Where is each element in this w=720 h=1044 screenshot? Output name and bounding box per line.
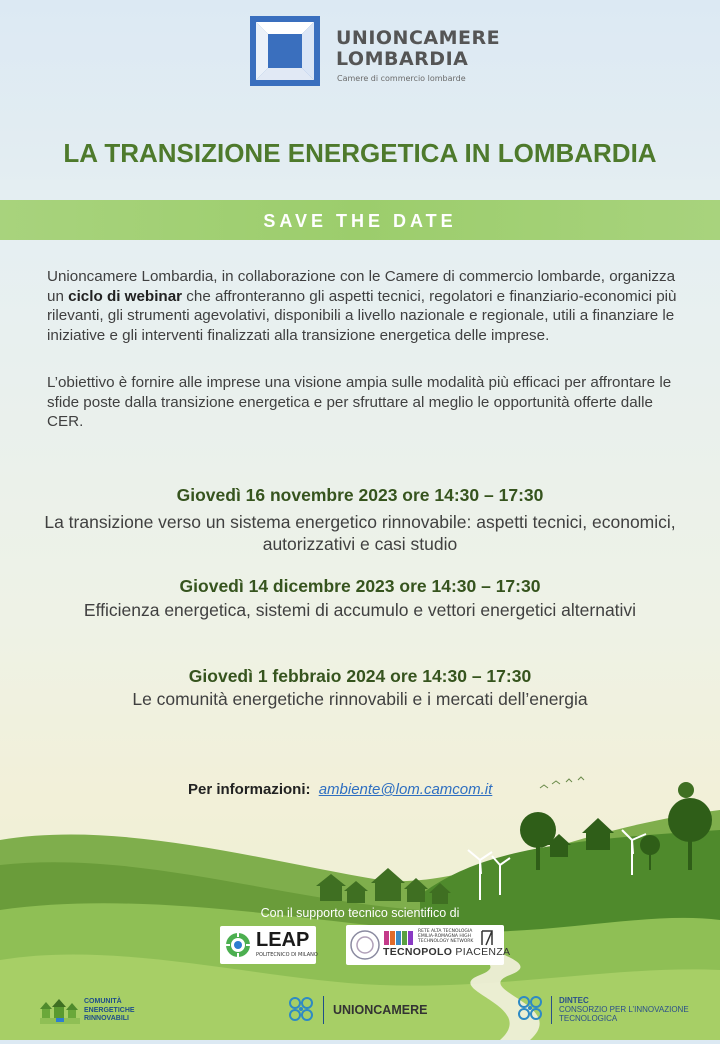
divider <box>551 996 552 1024</box>
support-text: Con il supporto tecnico scientifico di <box>260 906 460 920</box>
org-name <box>336 28 500 70</box>
org-tagline: Camere di commercio lombarde <box>337 74 466 83</box>
page-title: LA TRANSIZIONE ENERGETICA IN LOMBARDIA <box>63 138 657 168</box>
info-label: Per informazioni: <box>188 781 311 798</box>
tecnopolo-name <box>383 946 510 958</box>
dintec-logo-icon <box>514 992 546 1028</box>
cer-line-1: COMUNITÀ <box>84 998 122 1005</box>
dintec-name: DINTEC <box>559 996 589 1005</box>
dintec-line-3: TECNOLOGICA <box>559 1014 618 1023</box>
event-1-title: La transizione verso un sistema energetico rinnovabile: aspetti tecnici, economici, autorizzativi e casi studio <box>44 512 676 554</box>
org-name-line2: LOMBARDIA <box>336 48 469 70</box>
cer-logo-icon <box>40 996 80 1030</box>
contact-email-link[interactable]: ambiente@lom.camcom.it <box>318 781 493 798</box>
tecnopolo-city: PIACENZA <box>452 946 511 958</box>
intro-paragraph-2: L’obiettivo è fornire alle imprese una visione ampia sulle modalità più efficaci per affrontare le sfide poste dalla transizione energetica e per sfruttare al meglio le opportunità offerte dalle CER. <box>47 374 672 431</box>
cer-text <box>84 998 135 1024</box>
divider <box>323 996 324 1024</box>
intro-text-1: Unioncamere Lombardia, in collaborazione con le Camere di commercio lombarde, organizza un <box>47 268 676 305</box>
event-2-date: Giovedì 14 dicembre 2023 ore 14:30 – 17:30 <box>179 576 541 596</box>
event-3-date: Giovedì 1 febbraio 2024 ore 14:30 – 17:30 <box>188 666 532 686</box>
org-name-line1: UNIONCAMERE <box>336 27 501 49</box>
cer-line-2: ENERGETICHE <box>84 1006 135 1014</box>
intro-text-2: che affronteranno gli aspetti tecnici, regolatori e finanziario-economici più rilevanti, gli strumenti agevolativi, disponibili a livello nazionale e regionale, utili a finanziare le iniziative e gli interventi finalizzati alla transizione energetica delle imprese. <box>47 287 677 344</box>
leap-name: LEAP <box>256 929 310 951</box>
dintec-line-2: CONSORZIO PER L’INNOVAZIONE <box>559 1005 689 1014</box>
intro-bold-text: ciclo di webinar <box>68 287 183 305</box>
intro-paragraph-1 <box>47 267 687 345</box>
cer-line-3: RINNOVABILI <box>84 1015 129 1022</box>
dintec-text <box>559 996 689 1023</box>
event-3-title: Le comunità energetiche rinnovabili e i mercati dell’energia <box>132 689 588 709</box>
unioncamere-lombardia-logo-icon <box>250 16 320 86</box>
leap-subtitle: POLITECNICO DI MILANO <box>256 952 318 958</box>
event-1-date: Giovedì 16 novembre 2023 ore 14:30 – 17:30 <box>176 485 544 505</box>
event-2-title: Efficienza energetica, sistemi di accumulo e vettori energetici alternativi <box>83 600 637 620</box>
unioncamere-logo-icon <box>285 993 317 1029</box>
tecnopolo-network-text: RETE ALTA TECNOLOGIA EMILIA-ROMAGNA HIGH TECHNOLOGY NETWORK <box>418 929 474 944</box>
tecnopolo-bold: TECNOPOLO <box>383 946 453 958</box>
save-the-date-text: SAVE THE DATE <box>263 211 457 231</box>
unioncamere-name: UNIONCAMERE <box>333 1003 428 1017</box>
info-line <box>188 781 492 798</box>
